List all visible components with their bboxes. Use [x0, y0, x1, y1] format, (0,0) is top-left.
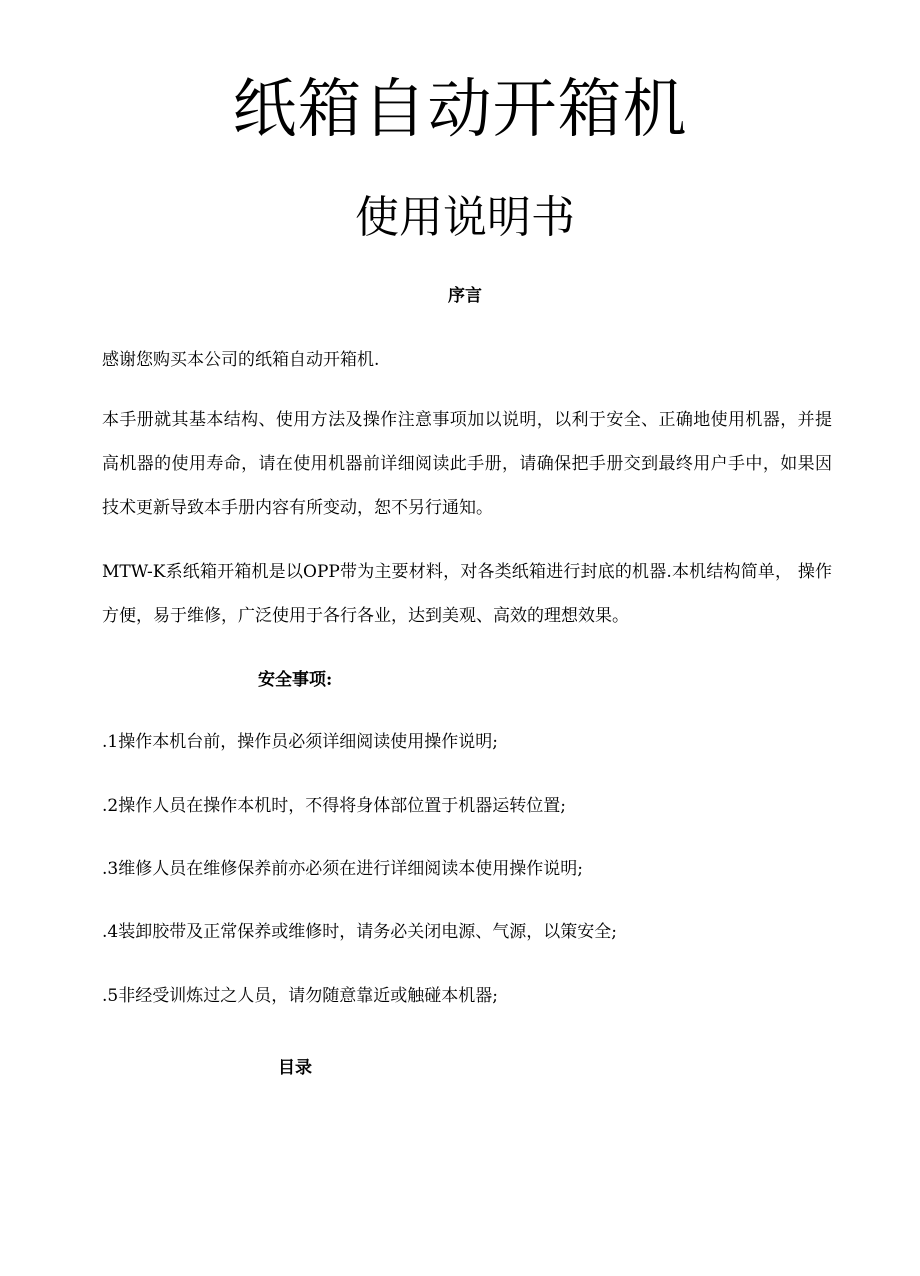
safety-item: .1操作本机台前，操作员必须详细阅读使用操作说明; [102, 732, 498, 752]
preface-paragraph: MTW-K系纸箱开箱机是以OPP带为主要材料，对各类纸箱进行封底的机器.本机结构简单， 操作方便，易于维修，广泛使用于各行各业，达到美观、高效的理想效果。 [102, 562, 832, 626]
safety-item: .4装卸胶带及正常保养或维修时，请务必关闭电源、气源，以策安全; [102, 922, 617, 942]
preface-heading: 序言 [448, 286, 482, 306]
safety-heading: 安全事项: [258, 670, 333, 690]
toc-heading: 目录 [278, 1058, 312, 1078]
document-subtitle: 使用说明书 [355, 192, 575, 243]
safety-item: .5非经受训炼过之人员，请勿随意靠近或触碰本机器; [102, 986, 498, 1006]
document-title: 纸箱自动开箱机 [232, 73, 688, 147]
safety-item: .3维修人员在维修保养前亦必须在进行详细阅读本使用操作说明; [102, 859, 583, 879]
safety-item: .2操作人员在操作本机时，不得将身体部位置于机器运转位置; [102, 796, 566, 816]
preface-paragraph: 本手册就其基本结构、使用方法及操作注意事项加以说明，以利于安全、正确地使用机器，并提高机器的使用寿命，请在使用机器前详细阅读此手册，请确保把手册交到最终用户手中，如果因技术更新导致本手册内容有所变动，恕不另行通知。 [102, 410, 832, 518]
preface-paragraph: 感谢您购买本公司的纸箱自动开箱机. [102, 350, 380, 370]
